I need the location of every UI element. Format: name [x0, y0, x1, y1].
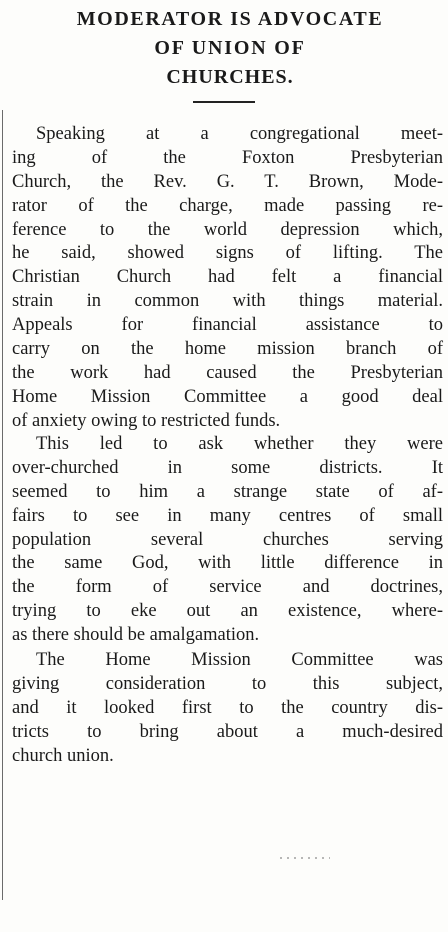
headline-line-1: MODERATOR IS ADVOCATE [76, 8, 384, 30]
text-line: the same God, with little difference in [12, 553, 443, 574]
paragraph-3 [12, 649, 443, 768]
text-line: Christian Church had felt a financial [12, 267, 443, 288]
text-line: church union. [12, 745, 114, 766]
text-line: giving consideration to this subject, [12, 673, 443, 694]
text-line: ing of the Foxton Presbyterian [12, 147, 443, 168]
column-rule [2, 110, 3, 900]
text-line: seemed to him a strange state of af- [12, 481, 443, 502]
text-line: This led to ask whether they were [36, 434, 443, 454]
headline-line-2: OF UNION OF [154, 37, 306, 59]
text-line: of anxiety owing to restricted funds. [12, 410, 281, 431]
headline-line-3: CHURCHES. [166, 66, 294, 88]
text-line: The Home Mission Committee was [36, 650, 443, 670]
text-line: as there should be amalgamation. [12, 625, 260, 646]
print-smudge [280, 857, 330, 859]
paragraph-2 [12, 433, 443, 648]
text-line: and it looked first to the country dis- [12, 697, 443, 718]
text-line: ference to the world depression which, [12, 219, 443, 240]
text-line: trying to eke out an existence, where- [12, 601, 443, 622]
text-line: the form of service and doctrines, [12, 577, 443, 598]
text-line: tricts to bring about a much-desired [12, 721, 443, 742]
text-line: he said, showed signs of lifting. The [12, 243, 443, 264]
text-line: strain in common with things material. [12, 291, 443, 312]
text-line: Church, the Rev. G. T. Brown, Mode- [12, 171, 443, 192]
text-line: rator of the charge, made passing re- [12, 195, 443, 216]
headline-divider [193, 101, 255, 103]
text-line: Home Mission Committee a good deal [12, 386, 443, 407]
text-line: carry on the home mission branch of [12, 339, 443, 360]
text-line: fairs to see in many centres of small [12, 505, 443, 526]
paragraph-1 [12, 123, 443, 434]
text-line: Appeals for financial assistance to [12, 315, 443, 336]
text-line: Speaking at a congregational meet- [36, 124, 443, 144]
text-line: over-churched in some districts. It [12, 457, 443, 478]
text-line: the work had caused the Presbyterian [12, 362, 443, 383]
text-line: population several churches serving [12, 529, 443, 550]
